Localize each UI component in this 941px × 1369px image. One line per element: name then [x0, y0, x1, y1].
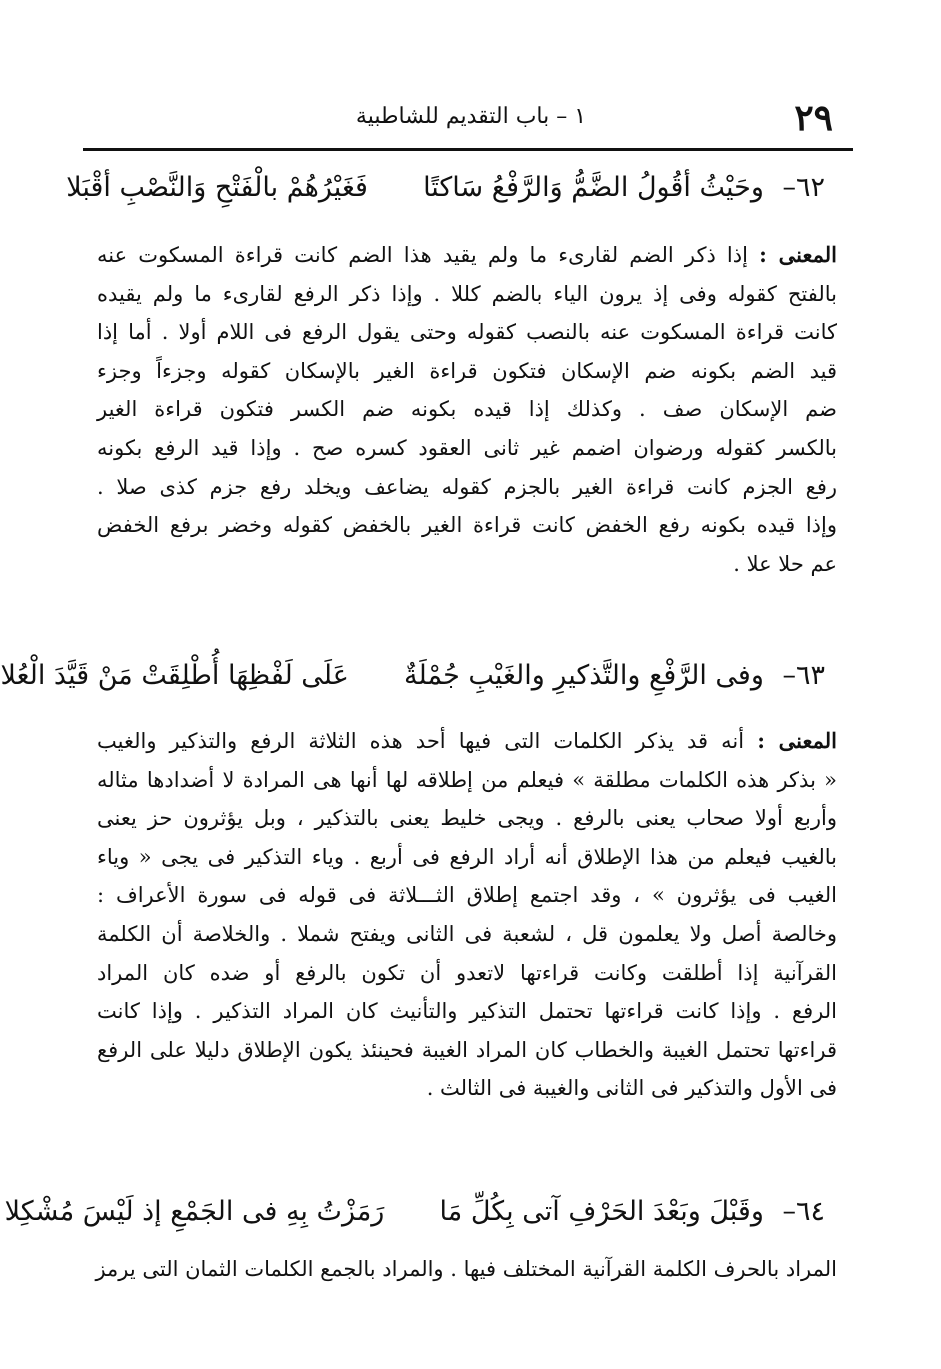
paragraph-line: فى الأول والتذكير فى الثانى والغيبة فى الثالث . — [426, 1076, 837, 1101]
verse-number: ٦٣– — [782, 660, 825, 691]
verse-first-half: وحَيْثُ أقُولُ الضَّمُّ وَالرَّفْعُ سَاكتًا — [423, 172, 764, 203]
commentary-paragraph — [97, 1250, 837, 1289]
paragraph-line: بالفتح كقوله وفى إذ يرون الياء بالضم كللا . وإذا ذكر الرفع لقارىء ما ولم يقيده — [97, 281, 837, 306]
paragraph-line: رفع الجزم كانت قراءة الغير بالجزم كقوله يضاعف ويخلد رفع جزم كذى صلا . — [97, 474, 837, 499]
paragraph-line: المعنى : أنه قد يذكر الكلمات التى فيها أحد هذه الثلاثة الرفع والتذكير والغيب — [97, 728, 837, 753]
verse-64 — [4, 1192, 825, 1232]
verse-second-half: رَمَزْتُ بِهِ فى الجَمْعِ إذ لَيْسَ مُشْكِلا — [4, 1196, 385, 1227]
paragraph-line: المعنى : إذا ذكر الضم لقارىء ما ولم يقيد هذا الضم كانت قراءة المسكوت عنه — [97, 242, 837, 267]
paragraph-line: الرفع . وإذا كانت قراءتها تحتمل التذكير والتأنيث كان المراد التذكير . وإذا كانت — [97, 999, 837, 1024]
verse-number: ٦٢– — [782, 172, 825, 203]
verse-second-half: عَلَى لَفْظِهَا أُطْلِقَتْ مَنْ قَيَّدَ الْعُلا — [0, 660, 349, 691]
commentary-paragraph — [97, 722, 837, 1108]
page-header — [101, 92, 841, 146]
paragraph-line: « بذكر هذه الكلمات مطلقة » فيعلم من إطلاقه لها أنها هى المرادة لا أضدادها مثاله — [97, 767, 837, 792]
paragraph-line: بالغيب فيعلم من هذا الإطلاق أنه أراد الرفع فى أربع . وياء التذكير فى يجى « وياء — [97, 844, 837, 869]
paragraph-line: كانت قراءة المسكوت عنه بالنصب كقوله وحتى يقول الرفع فى اللام أولا . أما إذا — [97, 320, 837, 345]
verse-62 — [66, 168, 825, 208]
paragraph-line: وأربع أولا صحاب يعنى بالرفع . ويجى خليط يعنى بالتذكير ، وبل يؤثرون حز يعنى — [97, 806, 837, 831]
paragraph-line: عم حلا علا . — [733, 551, 837, 576]
verse-number: ٦٤– — [782, 1196, 825, 1227]
page-number: ٢٩ — [794, 97, 833, 139]
commentary-paragraph — [97, 236, 837, 583]
paragraph-line: قراءتها تحتمل الغيبة والخطاب كان المراد الغيبة فحينئذ يكون الإطلاق دليلا على الرفع — [97, 1037, 837, 1062]
paragraph-line: وخالصة أصل ولا يعلمون قل ، لشعبة فى الثانى ويفتح شملا . والخلاصة أن الكلمة — [97, 921, 837, 946]
verse-second-half: فَغَيْرُهُمْ بالْفَتْحِ وَالنَّصْبِ أقْبَلا — [66, 172, 368, 203]
verse-first-half: وقَبْلَ وبَعْدَ الحَرْفِ آتى بِكُلِّ مَا — [439, 1196, 764, 1227]
meaning-label: المعنى : — [757, 728, 837, 753]
paragraph-line: قيد الضم بكونه ضم الإسكان فتكون قراءة الغير بالإسكان كقوله وجزءاً وجزء — [97, 358, 837, 383]
paragraph-line: بالكسر كقوله ورضوان اضمم غير ثانى العقود كسره صح . وإذا قيد الرفع بكونه — [97, 435, 837, 460]
verse-63 — [0, 656, 825, 696]
paragraph-line: الغيب فى يؤثرون » ، وقد اجتمع إطلاق الثـــلاثة فى قوله فى سورة الأعراف : — [97, 883, 837, 908]
running-title: ١ – باب التقديم للشاطبية — [355, 104, 587, 129]
paragraph-line: وإذا قيده بكونه رفع الخفض كانت قراءة الغير بالخفض كقوله وخضر برفع الخفض — [97, 513, 837, 538]
paragraph-line: ضم الإسكان صف . وكذلك إذا قيده بكونه ضم الكسر فتكون قراءة الغير — [97, 397, 837, 422]
paragraph-line: القرآنية إذا أطلقت وكانت قراءتها لاتعدو أن تكون بالرفع أو ضده كان المراد — [97, 960, 837, 985]
meaning-label: المعنى : — [759, 242, 837, 267]
paragraph-line: المراد بالحرف الكلمة القرآنية المختلف فيها . والمراد بالجمع الكلمات الثمان التى يرمز — [95, 1257, 837, 1281]
verse-first-half: وفى الرَّفْعِ والتَّذكيرِ والغَيْبِ جُمْلَةٌ — [404, 660, 764, 691]
header-rule — [83, 148, 853, 151]
